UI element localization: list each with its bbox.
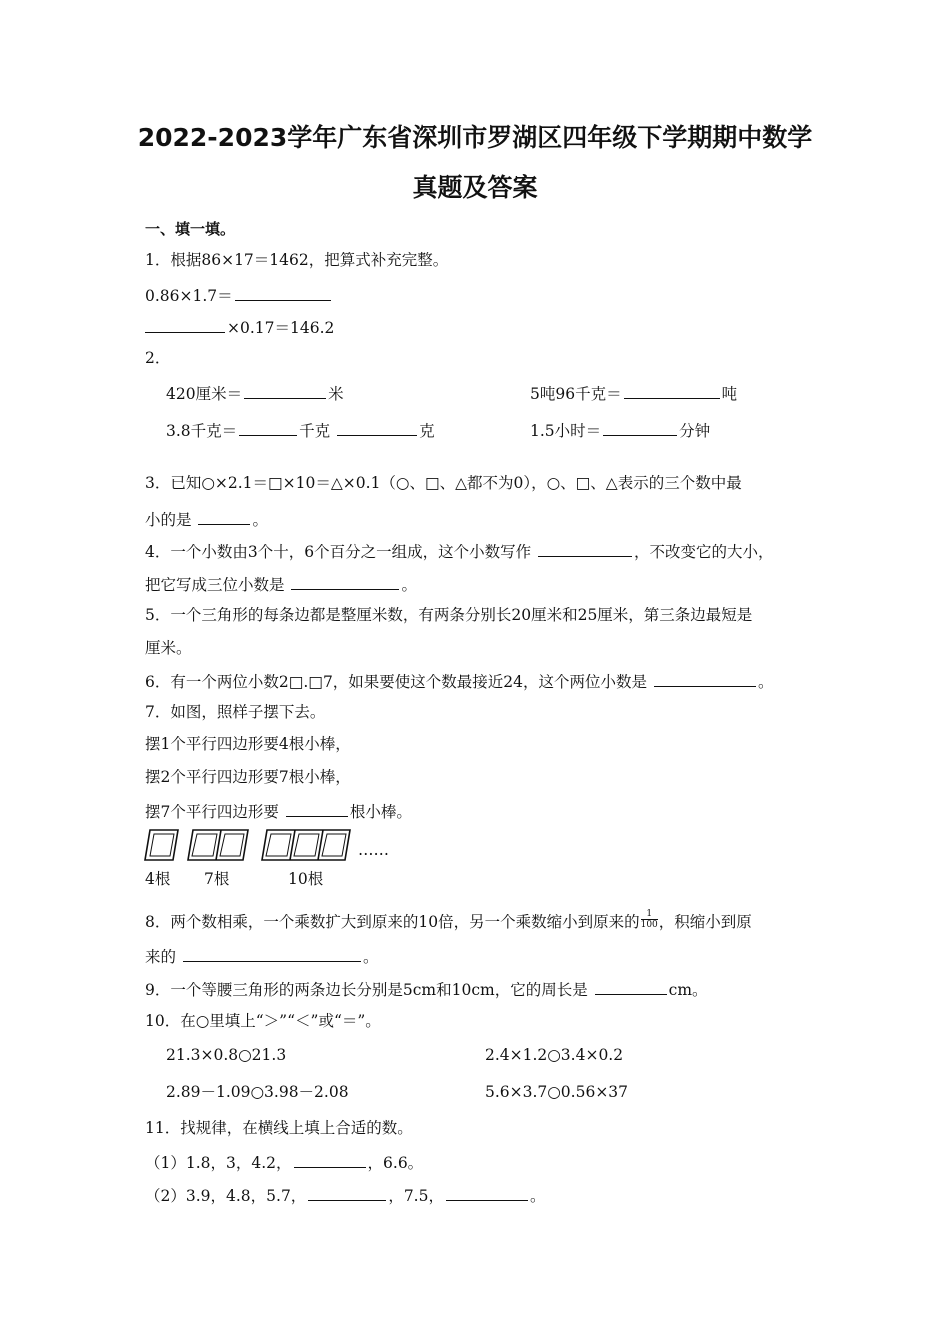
q2-r2c2-pre: 1.5小时＝ bbox=[530, 422, 602, 440]
answer-blank[interactable] bbox=[337, 419, 417, 436]
q2-r1c2-post: 吨 bbox=[721, 385, 738, 403]
q2-r1c2-pre: 5吨96千克＝ bbox=[530, 385, 622, 403]
q7-fig-label-3: 10根 bbox=[288, 870, 324, 888]
answer-blank[interactable] bbox=[654, 670, 756, 687]
q7-line3-post: 根小棒。 bbox=[349, 803, 412, 821]
q7-line3-pre: 摆7个平行四边形要 bbox=[145, 803, 279, 821]
q5-line2: 厘米。 bbox=[145, 639, 192, 657]
q7-line1: 摆1个平行四边形要4根小棒， bbox=[145, 735, 351, 753]
q9 bbox=[145, 978, 708, 1000]
answer-blank[interactable] bbox=[198, 508, 250, 525]
title-line-2: 真题及答案 bbox=[412, 173, 538, 202]
parallelogram-group-1 bbox=[145, 830, 178, 860]
q2-number: 2． bbox=[145, 349, 171, 367]
q8-line1 bbox=[145, 908, 752, 934]
answer-blank[interactable] bbox=[235, 284, 331, 301]
q4-line1-post: ，不改变它的大小， bbox=[634, 543, 774, 561]
q1-a bbox=[145, 284, 333, 306]
q7-fig-label-2: 7根 bbox=[204, 870, 230, 888]
parallelogram-group-3 bbox=[262, 830, 350, 860]
q10-c: 2.89－1.09○3.98－2.08 bbox=[166, 1083, 349, 1101]
q5-line1: 5．一个三角形的每条边都是整厘米数，有两条分别长20厘米和25厘米，第三条边最短是 bbox=[145, 606, 753, 624]
q11-part1-post: ，6.6。 bbox=[367, 1154, 424, 1172]
section-heading: 一、填一填。 bbox=[145, 220, 236, 238]
q7-fig-label-1: 4根 bbox=[145, 870, 171, 888]
q4-line1-pre: 4．一个小数由3个十，6个百分之一组成，这个小数写作 bbox=[145, 543, 532, 561]
answer-blank[interactable] bbox=[595, 978, 667, 995]
fraction bbox=[641, 909, 658, 930]
answer-blank[interactable] bbox=[286, 800, 348, 817]
q6-post: 。 bbox=[757, 673, 774, 691]
q4-line1 bbox=[145, 540, 774, 562]
q8-line2-post: 。 bbox=[362, 948, 379, 966]
answer-blank[interactable] bbox=[603, 419, 677, 436]
q2-r1c1-post: 米 bbox=[328, 385, 344, 403]
answer-blank[interactable] bbox=[244, 382, 326, 399]
answer-blank[interactable] bbox=[145, 316, 225, 333]
q11-part1-pre: （1）1.8，3，4.2， bbox=[145, 1154, 292, 1172]
q3-line2-pre: 小的是 bbox=[145, 511, 192, 529]
q2-r2c1-mid: 千克 bbox=[299, 422, 331, 440]
q10-d: 5.6×3.7○0.56×37 bbox=[485, 1083, 629, 1101]
q11-stem: 11．找规律，在横线上填上合适的数。 bbox=[145, 1119, 413, 1137]
q7-line2: 摆2个平行四边形要7根小棒， bbox=[145, 768, 351, 786]
q7-stem: 7．如图，照样子摆下去。 bbox=[145, 703, 326, 721]
fraction-denominator: 100 bbox=[640, 919, 658, 930]
q10-b: 2.4×1.2○3.4×0.2 bbox=[485, 1046, 624, 1064]
fraction-numerator: 1 bbox=[641, 909, 658, 920]
answer-blank[interactable] bbox=[446, 1184, 528, 1201]
q7-line3 bbox=[145, 800, 412, 822]
q2-r2c1-post: 克 bbox=[419, 422, 435, 440]
q11-part2-post: 。 bbox=[529, 1187, 546, 1205]
answer-blank[interactable] bbox=[239, 419, 297, 436]
answer-blank[interactable] bbox=[624, 382, 720, 399]
q10-a: 21.3×0.8○21.3 bbox=[166, 1046, 287, 1064]
title-line-1: 2022-2023学年广东省深圳市罗湖区四年级下学期期中数学 bbox=[137, 123, 813, 152]
q1-stem: 1．根据86×17＝1462，把算式补充完整。 bbox=[145, 251, 449, 269]
q10-stem: 10．在○里填上“＞”“＜”或“＝”。 bbox=[145, 1012, 381, 1030]
q8-line1-post: ，积缩小到原 bbox=[658, 913, 752, 931]
q4-line2-post: 。 bbox=[401, 576, 417, 594]
q2-r1c1-pre: 420厘米＝ bbox=[166, 385, 243, 403]
q8-line2-pre: 来的 bbox=[145, 948, 177, 966]
q3-line1: 3．已知○×2.1＝□×10＝△×0.1（○、□、△都不为0），○、□、△表示的三个数中最 bbox=[145, 474, 742, 492]
q2-r2c2 bbox=[530, 419, 710, 441]
q1-b-text: ×0.17＝146.2 bbox=[227, 319, 335, 337]
q9-post: cm。 bbox=[668, 981, 708, 999]
q3-line2-post: 。 bbox=[252, 511, 268, 529]
q4-line2-pre: 把它写成三位小数是 bbox=[145, 576, 285, 594]
q2-r2c1 bbox=[166, 419, 435, 441]
q9-pre: 9．一个等腰三角形的两条边长分别是5cm和10cm，它的周长是 bbox=[145, 981, 588, 999]
q2-r2c1-pre: 3.8千克＝ bbox=[166, 422, 238, 440]
q6-pre: 6．有一个两位小数2□.□7，如果要使这个数最接近24，这个两位小数是 bbox=[145, 673, 648, 691]
answer-blank[interactable] bbox=[294, 1151, 366, 1168]
q2-r1c2 bbox=[530, 382, 737, 404]
answer-blank[interactable] bbox=[308, 1184, 386, 1201]
q11-part2-pre: （2）3.9，4.8，5.7， bbox=[145, 1187, 307, 1205]
q11-part1 bbox=[145, 1151, 423, 1173]
q2-r2c2-post: 分钟 bbox=[679, 422, 711, 440]
answer-blank[interactable] bbox=[538, 540, 632, 557]
parallelogram-group-2 bbox=[188, 830, 248, 860]
answer-blank[interactable] bbox=[183, 945, 361, 962]
q7-ellipsis: …… bbox=[358, 841, 389, 859]
q8-line2 bbox=[145, 945, 378, 967]
q2-r1c1 bbox=[166, 382, 344, 404]
q11-part2-mid: ，7.5， bbox=[388, 1187, 444, 1205]
q1-a-text: 0.86×1.7＝ bbox=[145, 287, 233, 305]
q3-line2 bbox=[145, 508, 268, 530]
q1-b bbox=[145, 316, 334, 338]
q6 bbox=[145, 670, 773, 692]
q8-line1-pre: 8．两个数相乘，一个乘数扩大到原来的10倍，另一个乘数缩小到原来的 bbox=[145, 913, 640, 931]
answer-blank[interactable] bbox=[291, 573, 399, 590]
q11-part2 bbox=[145, 1184, 545, 1206]
q4-line2 bbox=[145, 573, 417, 595]
